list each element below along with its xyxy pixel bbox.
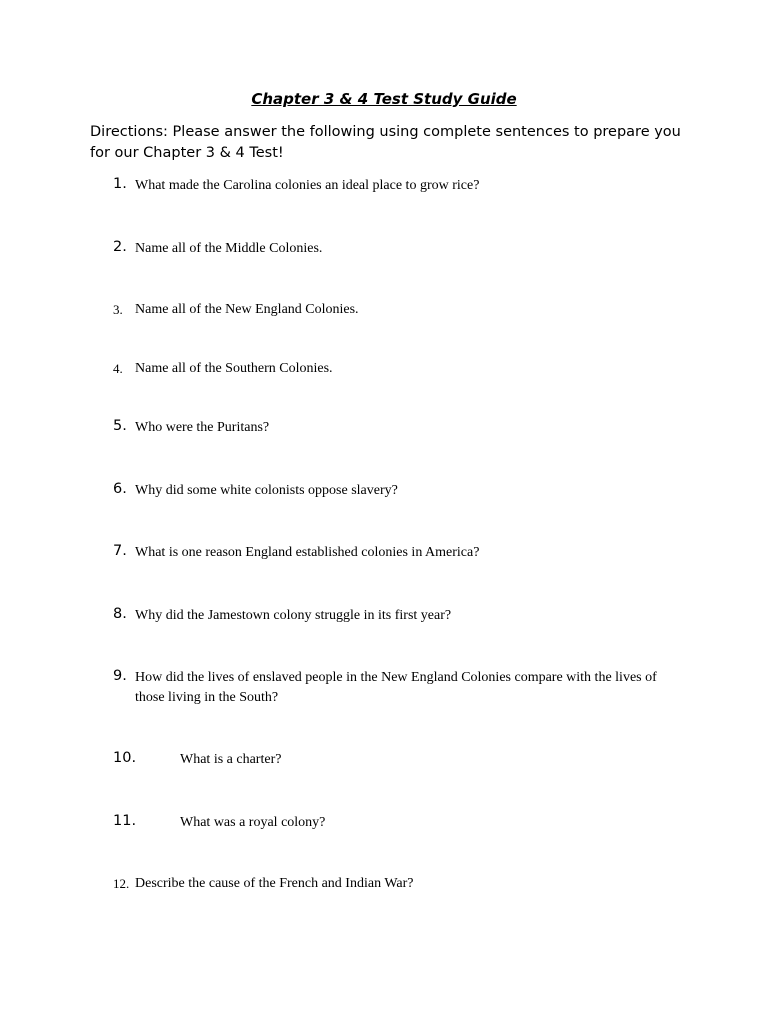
- question-text: Name all of the New England Colonies.: [135, 302, 359, 317]
- question-text: Name all of the Middle Colonies.: [135, 241, 323, 256]
- question-number: 3.: [113, 302, 123, 317]
- question-number: 6.: [113, 481, 127, 497]
- question-text: What is one reason England established colonies in America?: [135, 545, 480, 560]
- question-number: 8.: [113, 606, 127, 622]
- question-number: 5.: [113, 418, 127, 434]
- question-2: [113, 239, 673, 259]
- question-number: 4.: [113, 361, 123, 376]
- directions-text: Directions: Please answer the following using complete sentences to prepare you for our Chapter 3 & 4 Test!: [90, 124, 681, 161]
- question-1: [113, 176, 673, 196]
- question-4: [113, 359, 673, 379]
- question-text: What is a charter?: [180, 752, 282, 767]
- question-number: 1.: [113, 176, 127, 192]
- question-9: [113, 668, 673, 708]
- question-number: 7.: [113, 543, 127, 559]
- question-text: Why did some white colonists oppose slavery?: [135, 483, 398, 498]
- question-6: [113, 481, 673, 501]
- question-text: What made the Carolina colonies an ideal place to grow rice?: [135, 178, 480, 193]
- question-12: [113, 874, 673, 894]
- question-10: [113, 750, 673, 770]
- question-text: Why did the Jamestown colony struggle in its first year?: [135, 608, 452, 623]
- document-title: Chapter 3 & 4 Test Study Guide: [251, 90, 517, 108]
- question-number: 10.: [113, 750, 137, 766]
- question-text: Describe the cause of the French and Indian War?: [135, 876, 414, 891]
- question-text: What was a royal colony?: [180, 815, 326, 830]
- question-3: [113, 300, 673, 320]
- question-number: 2.: [113, 239, 127, 255]
- question-text: Name all of the Southern Colonies.: [135, 361, 333, 376]
- question-number: 11.: [113, 813, 137, 829]
- question-text: Who were the Puritans?: [135, 420, 270, 435]
- question-number: 12.: [113, 876, 130, 891]
- question-text: How did the lives of enslaved people in the New England Colonies compare with the lives of those living in the South?: [135, 670, 657, 705]
- question-5: [113, 418, 673, 438]
- question-7: [113, 543, 673, 563]
- question-11: [113, 813, 673, 833]
- question-number: 9.: [113, 668, 127, 684]
- question-8: [113, 606, 673, 626]
